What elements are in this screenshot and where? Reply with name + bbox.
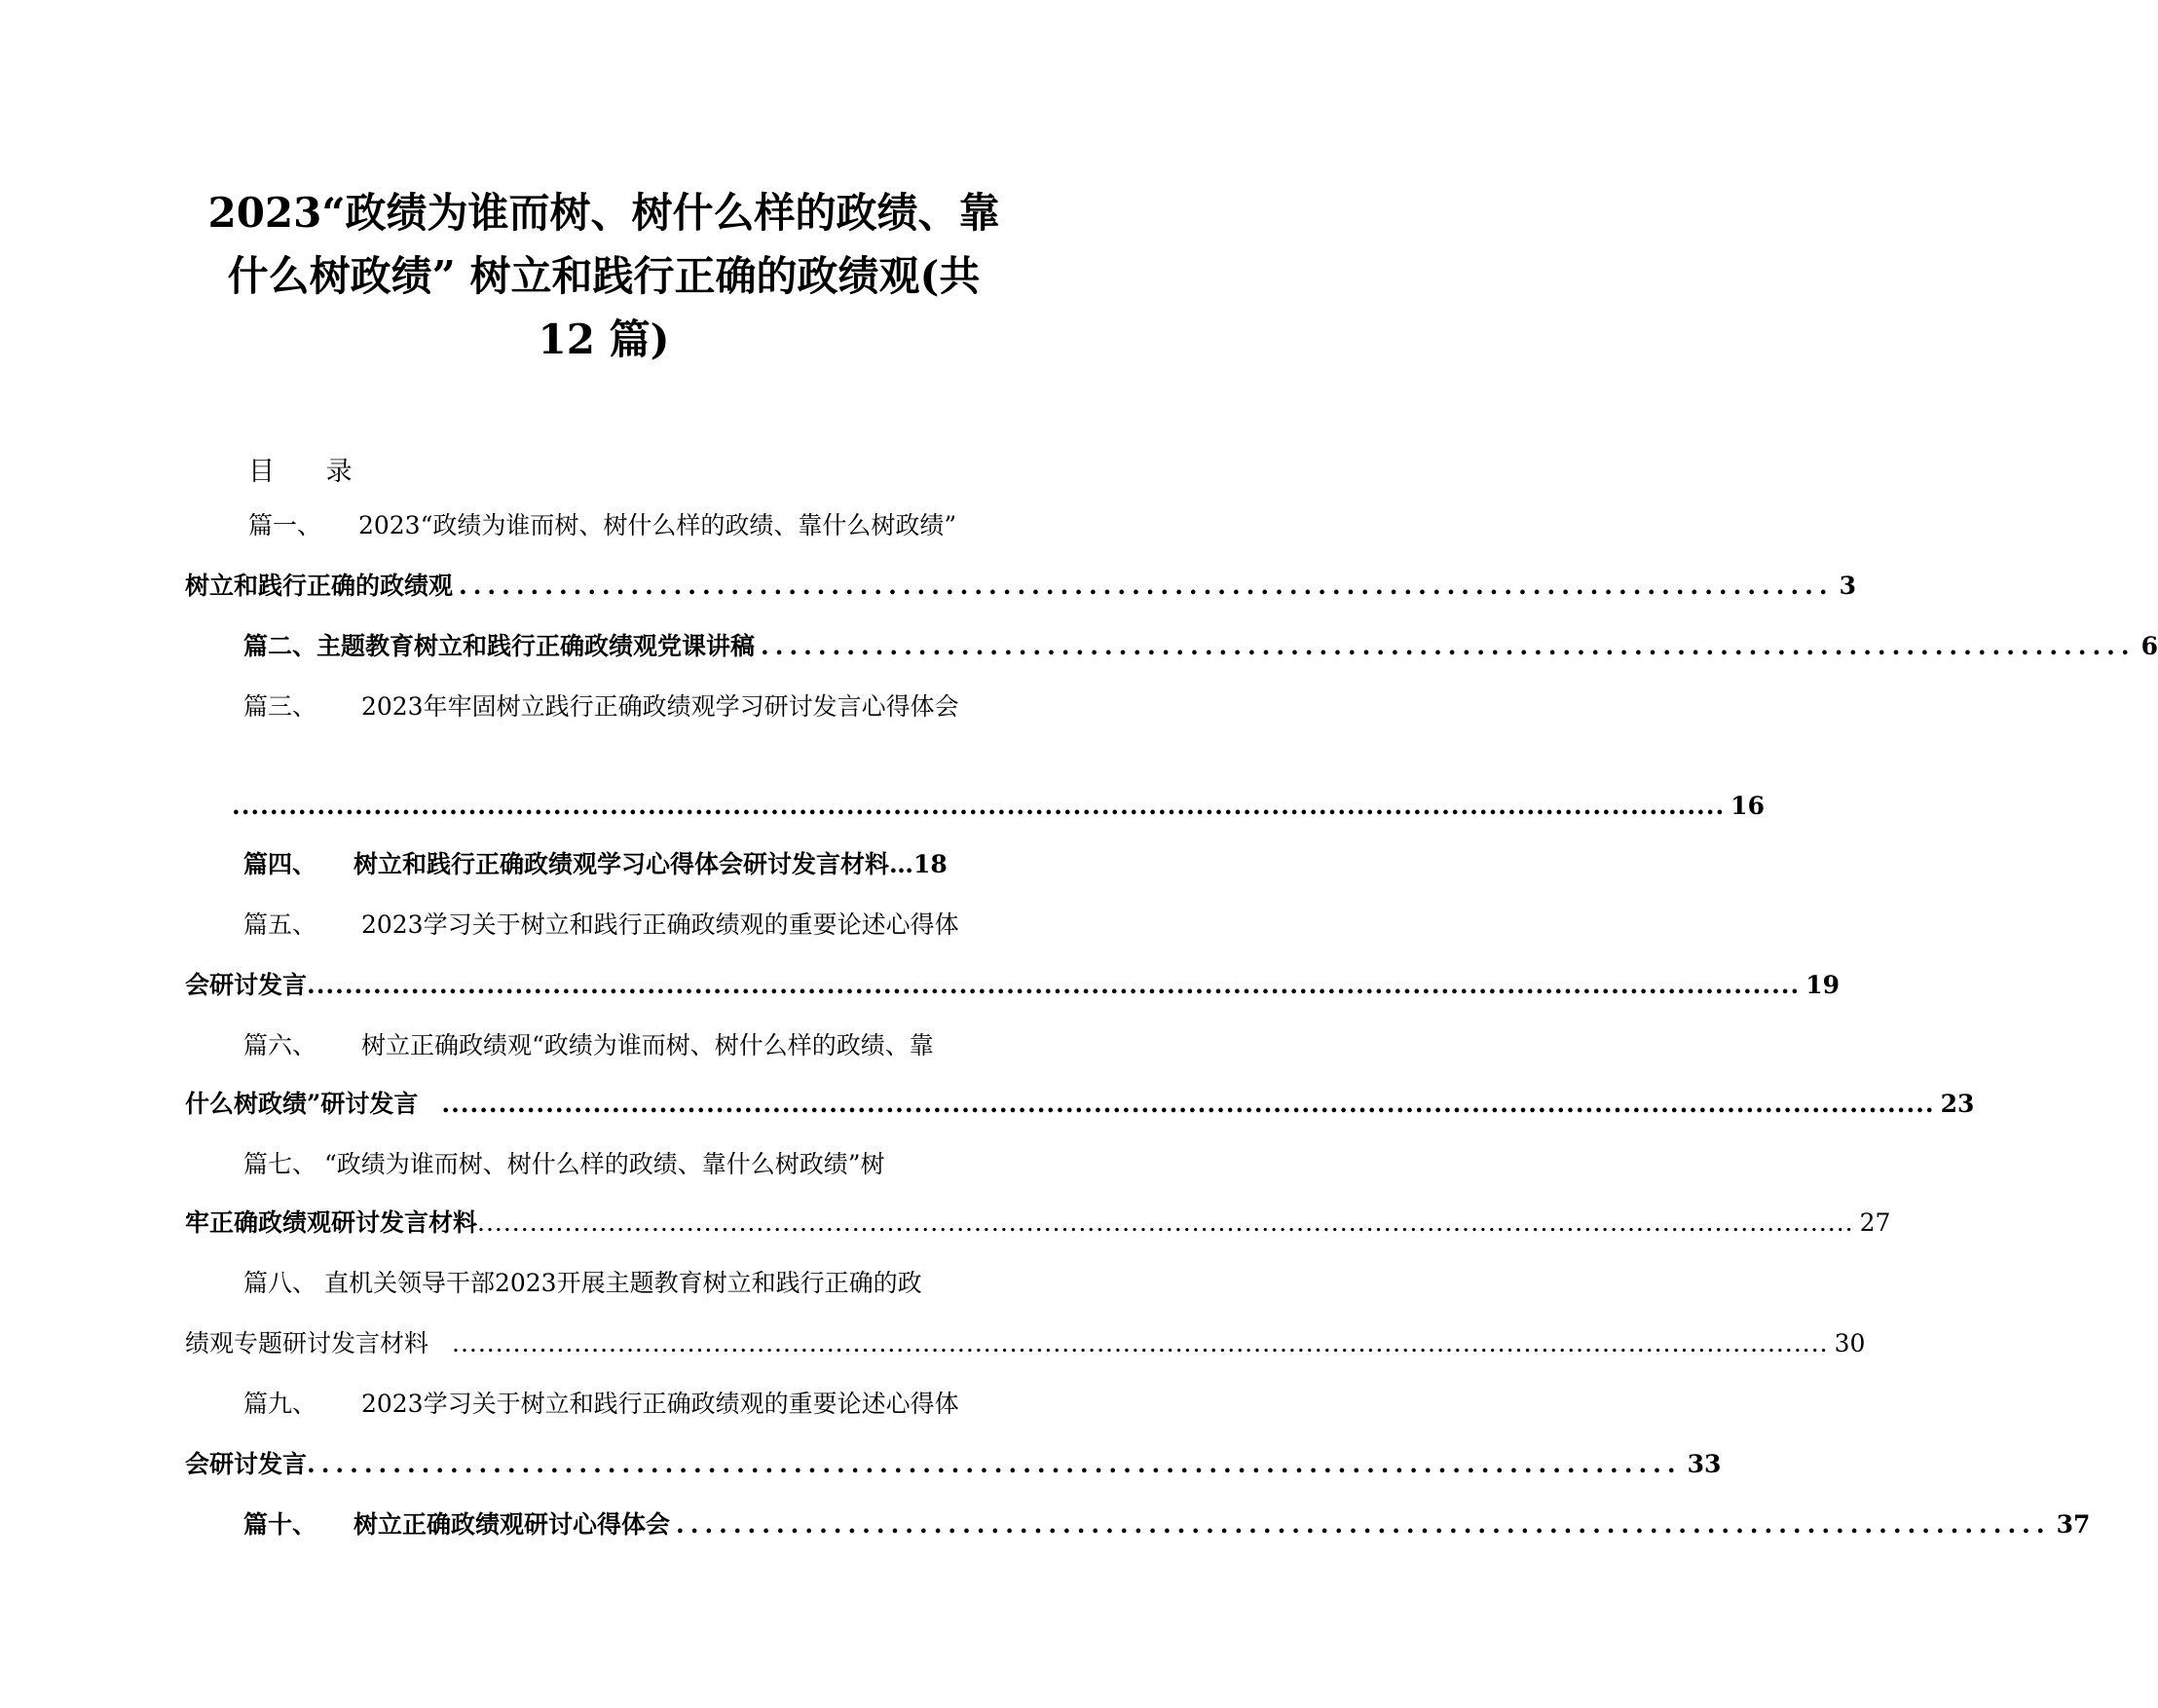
- title-line-2: 什么树政绩” 树立和践行正确的政绩观(共: [227, 252, 981, 300]
- toc-leader: ..............................................................................................................................................................: [232, 792, 1726, 820]
- toc-entry-7-line-1[interactable]: [243, 1145, 1023, 1184]
- toc-entry-5-line-2[interactable]: [185, 966, 1840, 1005]
- toc-entry-label: 篇五、: [243, 910, 317, 939]
- toc-entry-label: 篇六、: [243, 1031, 317, 1059]
- toc-leader: ..............................................................................................................................................................: [477, 1208, 1854, 1237]
- toc-entry-1-line-1[interactable]: [248, 506, 1027, 545]
- toc-page-number: 16: [1730, 792, 1765, 820]
- toc-entry-5-line-1[interactable]: [243, 906, 1023, 945]
- toc-entry-9-line-1[interactable]: [243, 1385, 1023, 1424]
- toc-entry-text: 2023学习关于树立和践行正确政绩观的重要论述心得体: [360, 1390, 959, 1418]
- toc-entry-text: 什么树政绩”研讨发言: [185, 1090, 419, 1118]
- toc-entry-text: 会研讨发言: [185, 1450, 308, 1478]
- toc-entry-text: 绩观专题研讨发言材料: [185, 1329, 429, 1357]
- toc-entry-text: “政绩为谁而树、树什么样的政绩、靠什么树政绩”树: [323, 1150, 885, 1178]
- toc-entry-9-line-2[interactable]: [185, 1445, 1722, 1484]
- toc-page-number: 23: [1940, 1090, 1975, 1118]
- toc-leader: ..............................................................................................................................................................: [441, 1090, 1935, 1118]
- title-line-1: 2023“政绩为谁而树、树什么样的政绩、靠: [207, 189, 1000, 237]
- toc-page-number: 19: [1805, 971, 1840, 999]
- toc-entry-label: 篇九、: [243, 1390, 317, 1418]
- toc-page-number: 27: [1859, 1208, 1891, 1237]
- toc-page-number: 30: [1834, 1329, 1866, 1357]
- toc-entry-6-line-2[interactable]: [185, 1085, 1975, 1124]
- toc-entry-6-line-1[interactable]: [243, 1026, 1023, 1065]
- toc-entry-label: 篇七、: [243, 1150, 317, 1178]
- toc-entry-1-line-2[interactable]: [185, 567, 1856, 606]
- document-title: [166, 181, 1042, 371]
- toc-entry-text: 2023“政绩为谁而树、树什么样的政绩、靠什么树政绩”: [357, 511, 957, 539]
- toc-entry-7-line-2[interactable]: [185, 1204, 1891, 1243]
- toc-entry-text: 2023学习关于树立和践行正确政绩观的重要论述心得体: [360, 910, 959, 939]
- toc-entry-text: 树立和践行正确政绩观学习心得体会研讨发言材料…: [353, 850, 914, 878]
- toc-page-number: 3: [1839, 572, 1856, 600]
- toc-entry-text: 会研讨发言: [185, 971, 308, 999]
- toc-entry-label: 篇八、: [243, 1269, 317, 1297]
- toc-entry-label: 篇三、: [243, 692, 317, 721]
- toc-entry-text: 树立和践行正确的政绩观: [185, 572, 454, 600]
- toc-leader: ..............................................................................................................................................................: [307, 971, 1801, 999]
- toc-entry-label: 篇十、: [243, 1510, 317, 1539]
- toc-page-number: 33: [1687, 1450, 1722, 1478]
- toc-entry-text: 主题教育树立和践行正确政绩观党课讲稿: [316, 632, 756, 660]
- toc-leader: ................................................................................................: [307, 1450, 1682, 1478]
- toc-entry-3-line-2[interactable]: [232, 787, 1765, 826]
- toc-entry-8-line-1[interactable]: [243, 1264, 1032, 1303]
- toc-entry-text: 牢正确政绩观研讨发言材料: [185, 1208, 478, 1237]
- toc-page-number: 6: [2140, 632, 2158, 660]
- toc-heading: 目 录: [248, 457, 374, 487]
- toc-leader: ................................................................................................: [761, 632, 2136, 660]
- toc-entry-3-line-1[interactable]: [243, 687, 1023, 726]
- toc-entry-4[interactable]: [185, 845, 1023, 884]
- toc-entry-text: 直机关领导干部2023开展主题教育树立和践行正确的政: [323, 1269, 922, 1297]
- toc-leader: ................................................................................................: [459, 572, 1834, 600]
- toc-leader: ................................................................................................: [676, 1510, 2051, 1539]
- title-line-3: 12 篇): [538, 316, 670, 363]
- toc-page-number: 18: [913, 850, 948, 878]
- toc-page-number: 37: [2056, 1510, 2091, 1539]
- toc-entry-text: 树立正确政绩观“政绩为谁而树、树什么样的政绩、靠: [360, 1031, 934, 1059]
- toc-entry-label: 篇四、: [243, 850, 317, 878]
- toc-entry-10[interactable]: [185, 1505, 2091, 1544]
- toc-entry-text: 2023年牢固树立践行正确政绩观学习研讨发言心得体会: [360, 692, 959, 721]
- toc-entry-8-line-2[interactable]: [185, 1324, 1866, 1363]
- toc-entry-label: 篇二、: [243, 632, 317, 660]
- toc-entry-label: 篇一、: [248, 511, 322, 539]
- toc-entry-text: 树立正确政绩观研讨心得体会: [353, 1510, 671, 1539]
- toc-leader: ..............................................................................................................................................................: [452, 1329, 1829, 1357]
- toc-entry-2[interactable]: [185, 627, 2158, 666]
